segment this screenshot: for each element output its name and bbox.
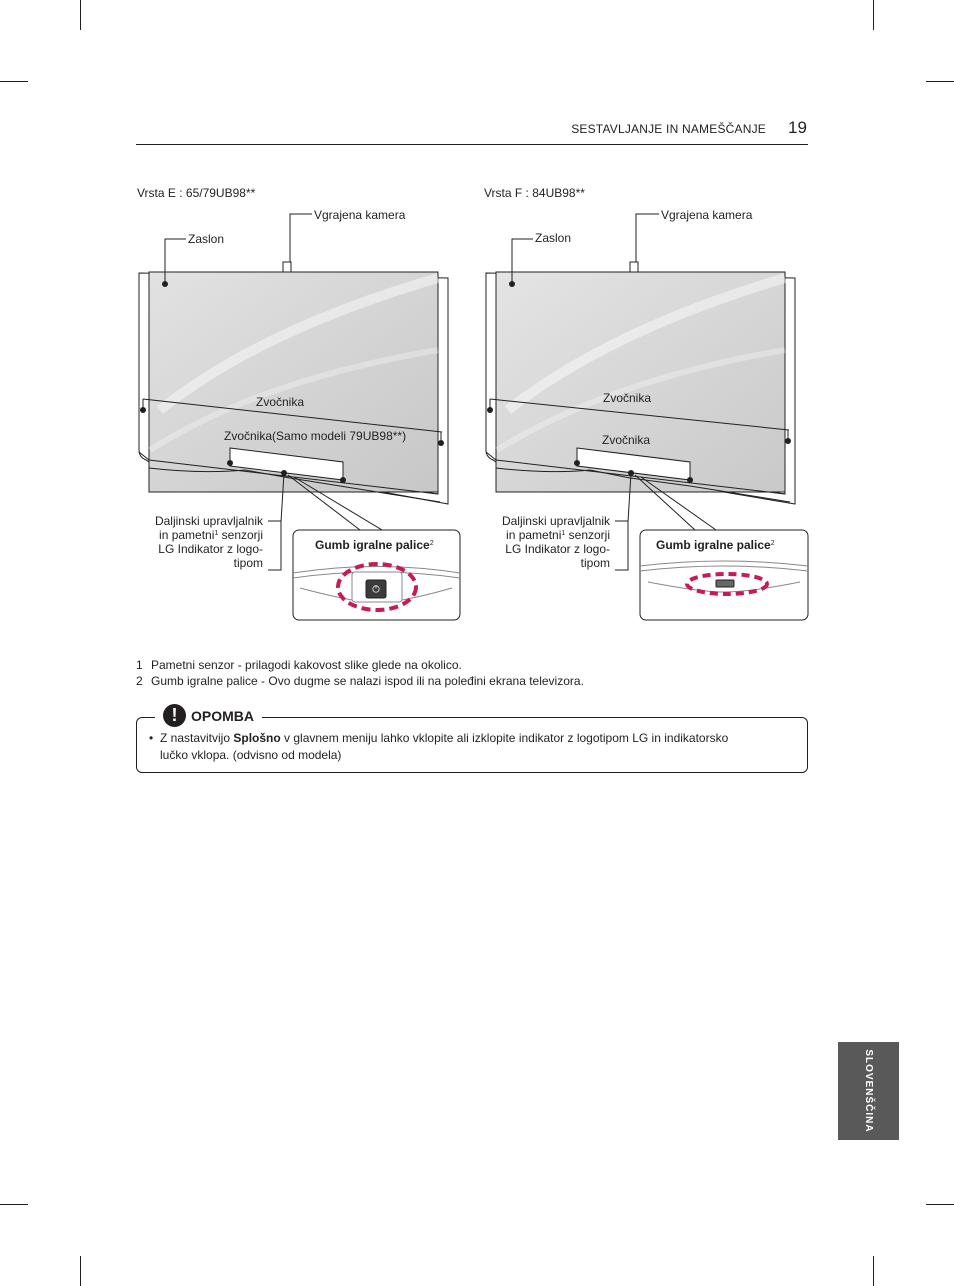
type-label-right: Vrsta F : 84UB98** — [484, 186, 585, 200]
footnote-number: 2 — [136, 674, 143, 688]
footnote-ref: 1 — [214, 530, 219, 537]
screen-label-right: Zaslon — [535, 231, 572, 245]
page-number: 19 — [788, 118, 807, 137]
callout-dot — [628, 470, 634, 476]
language-tab — [838, 1042, 899, 1140]
footnote — [136, 673, 584, 689]
speaker-label-right-2: Zvočnika — [602, 433, 651, 447]
joystick-label-right — [656, 538, 775, 552]
speaker-label-left: Zvočnika — [256, 395, 305, 409]
exclamation-icon: ! — [163, 704, 186, 727]
camera-module — [283, 262, 291, 272]
section-title: SESTAVLJANJE IN NAMEŠČANJE — [571, 122, 766, 136]
sensor-label-line: LG Indikator z logo- — [158, 542, 263, 556]
camera-module — [630, 262, 638, 272]
speaker-label-left-2: Zvočnika(Samo modeli 79UB98**) — [224, 429, 407, 443]
sensor-label-line: tipom — [233, 556, 263, 570]
note-header — [155, 704, 262, 727]
sensor-label-line — [136, 528, 263, 542]
sensor-label-text: senzorji — [565, 528, 610, 542]
note-text — [149, 730, 799, 764]
callout-dot — [509, 281, 515, 287]
sensor-label-text: in pametni — [159, 528, 215, 542]
type-label-left: Vrsta E : 65/79UB98** — [137, 186, 256, 200]
note-text-part: v glavnem meniju lahko vklopite ali izklopite indikator z logotipom LG in indikatorsko — [280, 731, 729, 745]
callout-dot — [162, 281, 168, 287]
language-label-text: SLOVENŠČINA — [863, 1049, 874, 1133]
callout-dot — [340, 477, 346, 483]
speaker-label-right: Zvočnika — [603, 391, 652, 405]
note-box — [136, 705, 808, 773]
leader-line — [636, 214, 659, 262]
joystick-housing — [716, 580, 734, 587]
power-button — [366, 580, 386, 598]
leader-line — [290, 214, 312, 262]
callout-dot — [227, 460, 233, 466]
footnote-text: Gumb igralne palice - Ovo dugme se nalazi ispod ili na poleđini ekrana televizora. — [151, 674, 584, 688]
joystick-label-left — [315, 538, 434, 552]
sensor-label-line: Daljinski upravljalnik — [501, 514, 610, 528]
bullet: • — [149, 731, 154, 745]
sensor-label-line — [483, 528, 610, 542]
leader-line — [615, 521, 628, 570]
joystick-label-text: Gumb igralne palice — [656, 538, 771, 552]
sensor-label-text: senzorji — [218, 528, 263, 542]
sensor-label-right — [483, 514, 610, 570]
sensor-label-left — [136, 514, 263, 570]
leader-line — [268, 521, 281, 570]
footnote-number: 1 — [136, 658, 143, 672]
sensor-label-text: in pametni — [506, 528, 562, 542]
note-text-part: Z nastavitvijo — [160, 731, 234, 745]
footnote-ref: 2 — [770, 540, 775, 547]
note-text-bold: Splošno — [233, 731, 281, 745]
callout-dot — [574, 460, 580, 466]
footnote-ref: 1 — [561, 530, 566, 537]
footnote — [136, 657, 584, 673]
callout-dot — [687, 477, 693, 483]
screen-label-left: Zaslon — [188, 232, 225, 246]
sensor-label-line: LG Indikator z logo- — [505, 542, 610, 556]
sensor-label-line: Daljinski upravljalnik — [154, 514, 263, 528]
joystick-label-text: Gumb igralne palice — [315, 538, 430, 552]
camera-label-left: Vgrajena kamera — [314, 208, 406, 222]
footnotes — [136, 657, 584, 689]
footnote-text: Pametni senzor - prilagodi kakovost slike glede na okolico. — [151, 658, 462, 672]
note-text-line2: lučko vklopa. (odvisno od modela) — [160, 748, 342, 762]
sensor-label-line: tipom — [580, 556, 610, 570]
footnote-ref: 2 — [429, 540, 434, 547]
language-label — [838, 1042, 899, 1140]
note-title: OPOMBA — [191, 707, 254, 724]
camera-label-right: Vgrajena kamera — [661, 208, 753, 222]
callout-dot — [281, 470, 287, 476]
